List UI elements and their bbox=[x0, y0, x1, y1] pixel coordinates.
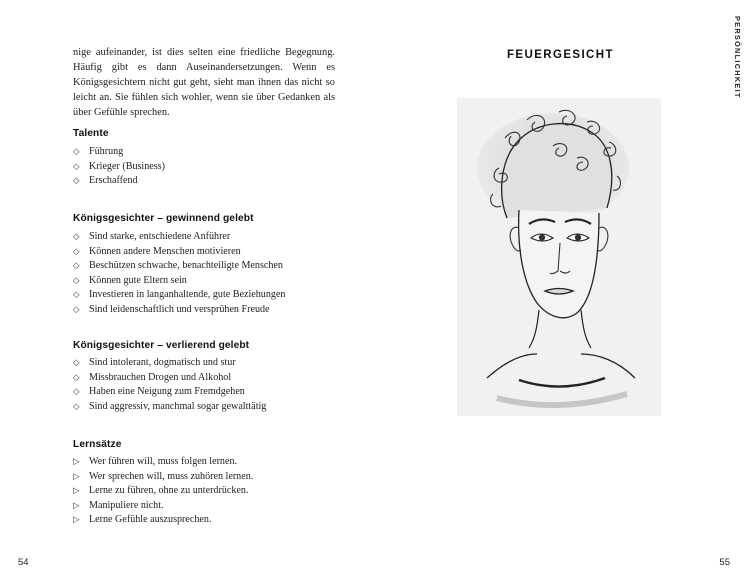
page-number-left: 54 bbox=[18, 557, 29, 568]
section-heading-lernsaetze: Lernsätze bbox=[73, 439, 122, 450]
diamond-bullet-icon: ◇ bbox=[73, 387, 80, 398]
right-page bbox=[375, 0, 750, 583]
diamond-bullet-icon: ◇ bbox=[73, 261, 80, 272]
mouth bbox=[545, 289, 573, 295]
list-item: ◇ Investieren in langanhaltende, gute Beziehungen bbox=[73, 288, 285, 303]
page-number-right: 55 bbox=[719, 557, 730, 568]
diamond-bullet-icon: ◇ bbox=[73, 358, 80, 368]
diamond-bullet-icon: ◇ bbox=[73, 372, 80, 383]
triangle-bullet-icon: ▷ bbox=[73, 471, 80, 482]
list-item: ▷ Lerne Gefühle auszusprechen. bbox=[73, 513, 253, 528]
triangle-bullet-icon: ▷ bbox=[73, 515, 80, 526]
side-section-label: PERSÖNLICHKEIT bbox=[733, 16, 742, 99]
list-item: ◇ Sind starke, entschiedene Anführer bbox=[73, 230, 285, 245]
list-item: ◇ Missbrauchen Drogen und Alkohol bbox=[73, 371, 266, 386]
portrait-illustration bbox=[457, 98, 661, 416]
triangle-bullet-icon: ▷ bbox=[73, 457, 80, 467]
triangle-bullet-icon: ▷ bbox=[73, 486, 80, 497]
list-item: ◇ Krieger (Business) bbox=[73, 160, 165, 175]
list-item: ◇ Können andere Menschen motivieren bbox=[73, 245, 285, 260]
face-type-title: FEUERGESICHT bbox=[507, 49, 614, 61]
diamond-bullet-icon: ◇ bbox=[73, 161, 80, 172]
list-item: ◇ Beschützen schwache, benachteiligte Menschen bbox=[73, 259, 285, 274]
list-lernsaetze bbox=[73, 455, 253, 528]
list-item: ◇ Sind aggressiv, manchmal sogar gewalttätig bbox=[73, 400, 266, 415]
diamond-bullet-icon: ◇ bbox=[73, 290, 80, 301]
list-item: ▷ Manipuliere nicht. bbox=[73, 499, 253, 514]
list-item: ▷ Wer sprechen will, muss zuhören lernen. bbox=[73, 470, 253, 485]
list-verlierend bbox=[73, 356, 266, 414]
list-item: ▷ Wer führen will, muss folgen lernen. bbox=[73, 455, 253, 470]
triangle-bullet-icon: ▷ bbox=[73, 500, 80, 511]
section-heading-talente: Talente bbox=[73, 128, 109, 139]
left-pupil bbox=[539, 234, 545, 240]
right-pupil bbox=[575, 234, 581, 240]
list-item: ◇ Sind leidenschaftlich und versprühen Freude bbox=[73, 303, 285, 318]
diamond-bullet-icon: ◇ bbox=[73, 246, 80, 257]
section-heading-gewinnend: Königsgesichter – gewinnend gelebt bbox=[73, 213, 254, 224]
list-item: ◇ Erschaffend bbox=[73, 174, 165, 189]
list-item: ◇ Können gute Eltern sein bbox=[73, 274, 285, 289]
intro-paragraph: nige aufeinander, ist dies selten eine friedliche Begegnung. Häufig gibt es dann Auseinandersetzungen. Wenn es Königsgesichtern nicht gut geht, sieht man ihnen das nicht so leicht an. Sie fühlen sich wohler, wenn sie über Gedanken als über Gefühle sprechen. bbox=[73, 47, 335, 118]
diamond-bullet-icon: ◇ bbox=[73, 401, 80, 412]
diamond-bullet-icon: ◇ bbox=[73, 275, 80, 286]
diamond-bullet-icon: ◇ bbox=[73, 232, 80, 242]
list-talente bbox=[73, 145, 165, 189]
diamond-bullet-icon: ◇ bbox=[73, 304, 80, 315]
list-item: ▷ Lerne zu führen, ohne zu unterdrücken. bbox=[73, 484, 253, 499]
diamond-bullet-icon: ◇ bbox=[73, 176, 80, 187]
diamond-bullet-icon: ◇ bbox=[73, 147, 80, 157]
list-item: ◇ Führung bbox=[73, 145, 165, 160]
list-item: ◇ Sind intolerant, dogmatisch und stur bbox=[73, 356, 266, 371]
section-heading-verlierend: Königsgesichter – verlierend gelebt bbox=[73, 340, 250, 351]
list-gewinnend bbox=[73, 230, 285, 318]
list-item: ◇ Haben eine Neigung zum Fremdgehen bbox=[73, 385, 266, 400]
